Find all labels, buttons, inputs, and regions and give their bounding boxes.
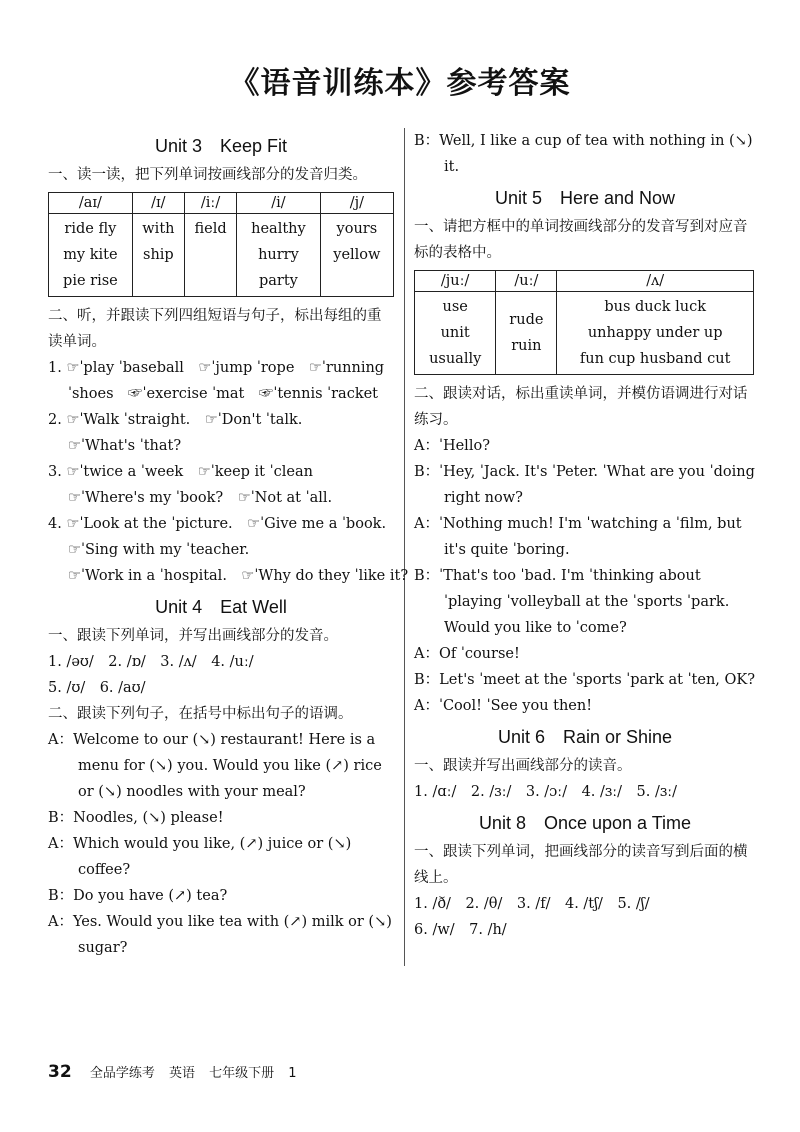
unit3-section2: 二、听，并跟读下列四组短语与句子，标出每组的重读单词。 [48,308,382,350]
unit4-section1: 一、跟读下列单词，并写出画线部分的发音。 [48,628,338,644]
table-cell: field [184,214,236,297]
answer-line: 1. /əʊ/ 2. /ɒ/ 3. /ʌ/ 4. /uː/ [48,654,254,670]
unit8-section1: 一、跟读下列单词，把画线部分的读音写到后面的横线上。 [414,844,748,886]
answer-line: 6. /w/ 7. /h/ [414,922,507,938]
answer-line: 1. /ð/ 2. /θ/ 3. /f/ 4. /tʃ/ 5. /ʃ/ [414,896,650,912]
table-header: /aɪ/ [49,193,133,214]
dialog-line: B：ˈThat's too ˈbad. I'm ˈthinking about ˈplaying ˈvolleyball at the ˈsports ˈpark. Would you like to ˈcome? [414,568,730,636]
unit3-phonetic-table [48,192,394,297]
dialog-line: A：ˈNothing much! I'm ˈwatching a ˈfilm, but it's quite ˈboring. [414,516,742,558]
page-footer [48,1062,307,1082]
volume-number: 1 [288,1066,297,1081]
answer-line: ˈshoes ☞ˈexercise ˈmat ☞ˈtennis ˈracket [68,386,379,402]
grade-name: 七年级下册 [209,1066,275,1081]
column-divider [404,128,405,966]
dialog-line: A：Yes. Would you like tea with (↗) milk or (↘) sugar? [48,914,392,956]
left-column [48,128,409,961]
dialog-line: A：Of ˈcourse! [414,646,520,662]
page-title: 《语音训练本》参考答案 [229,66,571,101]
table-cell: rude ruin [496,292,557,375]
table-cell: yours yellow [320,214,393,297]
dialog-line: A：Which would you like, (↗) juice or (↘) coffee? [48,836,352,878]
table-header: /ʌ/ [557,271,754,292]
dialog-line: A：ˈCool! ˈSee you then! [414,698,593,714]
answer-line: 1. ☞ˈplay ˈbaseball ☞ˈjump ˈrope ☞ˈrunning [48,360,385,376]
table-cell: bus duck luck unhappy under up fun cup husband cut [557,292,754,375]
subject-name: 英语 [168,1066,195,1081]
answer-line: 5. /ʊ/ 6. /aʊ/ [48,680,146,696]
unit8-heading: Unit 8 Once upon a Time [478,813,692,833]
table-cell: ride fly my kite pie rise [49,214,133,297]
answer-line: 3. ☞ˈtwice a ˈweek ☞ˈkeep it ˈclean [48,464,313,480]
answer-line: 1. /ɑː/ 2. /ɜː/ 3. /ɔː/ 4. /ɜː/ 5. /ɜː/ [414,784,678,800]
table-header: /juː/ [415,271,496,292]
right-column [414,128,756,943]
dialog-line: B：ˈHey, ˈJack. It's ˈPeter. ˈWhat are you ˈdoing right now? [414,464,755,506]
dialog-line: B：Do you have (↗) tea? [48,888,228,904]
answer-line: ☞ˈWhat's ˈthat? [68,438,182,454]
unit5-section1: 一、请把方框中的单词按画线部分的发音写到对应音标的表格中。 [414,219,748,261]
dialog-line: B：Let's ˈmeet at the ˈsports ˈpark at ˈten, OK? [414,672,756,688]
dialog-line: A：Welcome to our (↘) restaurant! Here is a menu for (↘) you. Would you like (↗) rice or (↘) noodles with your meal? [48,732,382,800]
dialog-line: B：Noodles, (↘) please! [48,810,224,826]
table-header: /uː/ [496,271,557,292]
table-cell: use unit usually [415,292,496,375]
unit6-heading: Unit 6 Rain or Shine [497,727,673,747]
unit3-heading: Unit 3 Keep Fit [154,136,288,156]
answer-line: ☞ˈWhere's my ˈbook? ☞ˈNot at ˈall. [68,490,333,506]
series-name: 全品学练考 [89,1066,155,1081]
table-header: /iː/ [184,193,236,214]
page-number: 32 [48,1062,72,1082]
unit5-phonetic-table [414,270,754,375]
unit6-section1: 一、跟读并写出画线部分的读音。 [414,758,632,774]
answer-line: ☞ˈSing with my ˈteacher. [68,542,250,558]
table-cell: with ship [132,214,184,297]
unit4-section2: 二、跟读下列句子，在括号中标出句子的语调。 [48,706,353,722]
dialog-line: B：Well, I like a cup of tea with nothing in (↘) it. [414,133,753,175]
unit3-section1: 一、读一读，把下列单词按画线部分的发音归类。 [48,167,367,183]
answer-line: 4. ☞ˈLook at the ˈpicture. ☞ˈGive me a ˈbook. [48,516,387,532]
table-header: /j/ [320,193,393,214]
table-cell: healthy hurry party [237,214,321,297]
unit5-section2: 二、跟读对话，标出重读单词，并模仿语调进行对话练习。 [414,386,748,428]
unit5-heading: Unit 5 Here and Now [494,188,676,208]
answer-line: 2. ☞ˈWalk ˈstraight. ☞ˈDon't ˈtalk. [48,412,303,428]
table-header: /i/ [237,193,321,214]
unit4-heading: Unit 4 Eat Well [155,597,287,617]
table-header: /ɪ/ [132,193,184,214]
answer-line: ☞ˈWork in a ˈhospital. ☞ˈWhy do they ˈlike it? [68,568,409,584]
dialog-line: A：ˈHello? [414,438,490,454]
